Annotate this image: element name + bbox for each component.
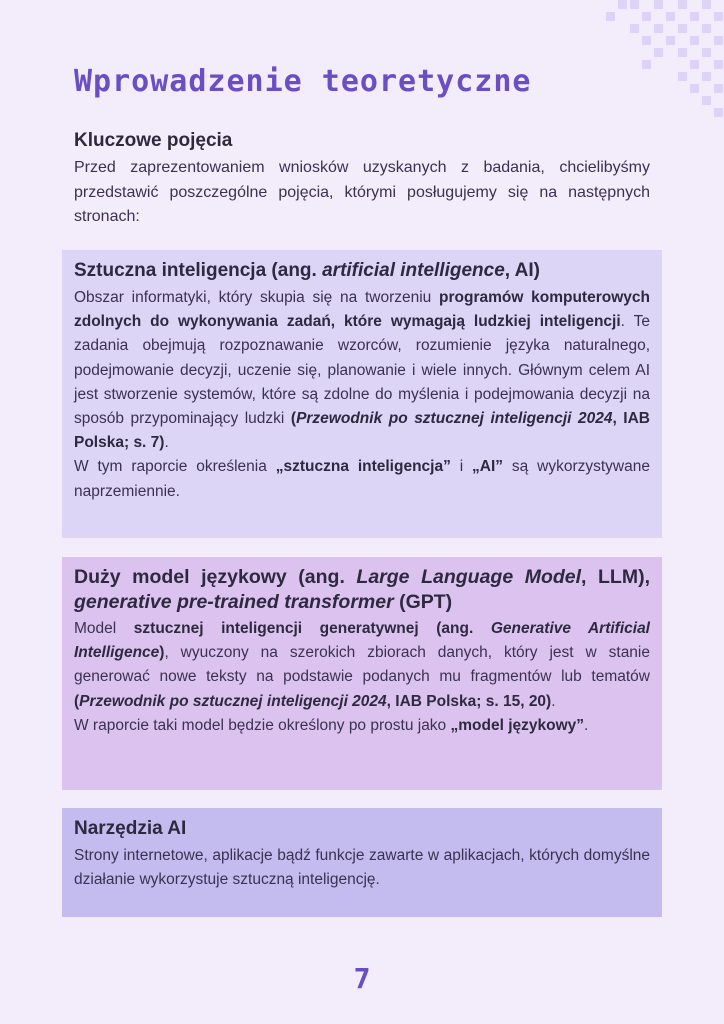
title-italic: artificial intelligence <box>322 260 505 281</box>
text-bold: „AI” <box>472 458 504 476</box>
text-run: . Te zadania obejmują rozpoznawanie wzorców, rozumienie języka naturalnego, podejmowanie decyzji, uczenie się, planowanie i wiele innych. Głównym celem AI jest stworzenie systemów, które są zdolne do myślenia i podejmowania decyzji na sposób przypominający ludzki <box>74 313 650 428</box>
text-run: . <box>164 434 169 452</box>
citation-part: , IAB Polska; s. 7) <box>74 410 650 452</box>
citation-part: , IAB Polska; s. 15, 20) <box>386 692 552 710</box>
page-number: 7 <box>353 962 371 995</box>
bold-part: sztucznej inteligencji generatywnej (ang. <box>133 620 491 637</box>
title-part: , AI) <box>504 260 540 281</box>
definition-box-ai <box>62 250 662 538</box>
definition-note <box>74 714 650 738</box>
definition-box-llm <box>62 557 662 790</box>
citation-part: ( <box>290 410 297 428</box>
text-run: , wyuczony na szerokich zbiorach danych, który jest w stanie generować nowe teksty na podstawie podanych mu fragmentów lub tematów <box>74 644 650 686</box>
definition-text <box>74 286 650 455</box>
intro-text: Przed zaprezentowaniem wniosków uzyskanych z badania, chcielibyśmy przedstawić poszczególne pojęcia, którymi posługujemy się na następnych stronach: <box>74 159 650 225</box>
intro-heading: Kluczowe pojęcia <box>74 130 233 151</box>
title-italic: Large Language Model <box>356 566 582 588</box>
title-italic: generative pre-trained transformer <box>74 591 394 613</box>
citation-part: ( <box>74 692 80 710</box>
title-part: (GPT) <box>393 591 453 613</box>
text-bold: „sztuczna inteligencja” <box>275 458 451 476</box>
text-bold: „model językowy” <box>450 716 585 734</box>
text-run: W tym raporcie określenia <box>74 458 276 476</box>
citation-title: Przewodnik po sztucznej inteligencji 2024 <box>79 692 387 710</box>
definition-text: Strony internetowe, aplikacje bądź funkcje zawarte w aplikacjach, których domyślne działanie wykorzystuje sztuczną inteligencję. <box>74 847 650 889</box>
definition-title <box>74 258 650 284</box>
text-bold: programów komputerowych zdolnych do wykonywania zadań, które wymagają ludzkiej inteligencji <box>74 289 650 331</box>
text-run: Obszar informatyki, który skupia się na tworzeniu <box>74 289 440 306</box>
title-part: , LLM), <box>581 566 650 588</box>
citation-title: Przewodnik po sztucznej inteligencji 2024 <box>296 410 613 428</box>
title-part: Sztuczna inteligencja (ang. <box>74 260 323 281</box>
bold-part: ) <box>159 644 165 662</box>
text-run: są wykorzystywane naprzemiennie. <box>74 458 650 500</box>
title-part: Duży model językowy (ang. <box>74 566 357 588</box>
definition-title: Narzędzia AI <box>74 818 187 839</box>
intro-section <box>74 130 650 230</box>
definition-title <box>74 565 650 615</box>
citation <box>74 693 551 710</box>
page-title: Wprowadzenie teoretyczne <box>74 64 532 99</box>
pixel-pattern-decoration <box>604 0 724 120</box>
bold-italic: Generative Artificial Intelligence <box>74 620 650 662</box>
definition-text <box>74 617 650 714</box>
text-run: Model <box>74 620 134 637</box>
text-run: . <box>551 692 556 710</box>
definition-box-ai-tools <box>62 808 662 917</box>
text-run: . <box>584 716 589 734</box>
text-run: i <box>450 458 473 476</box>
definition-note <box>74 455 650 503</box>
text-run: W raporcie taki model będzie określony po prostu jako <box>74 716 451 734</box>
